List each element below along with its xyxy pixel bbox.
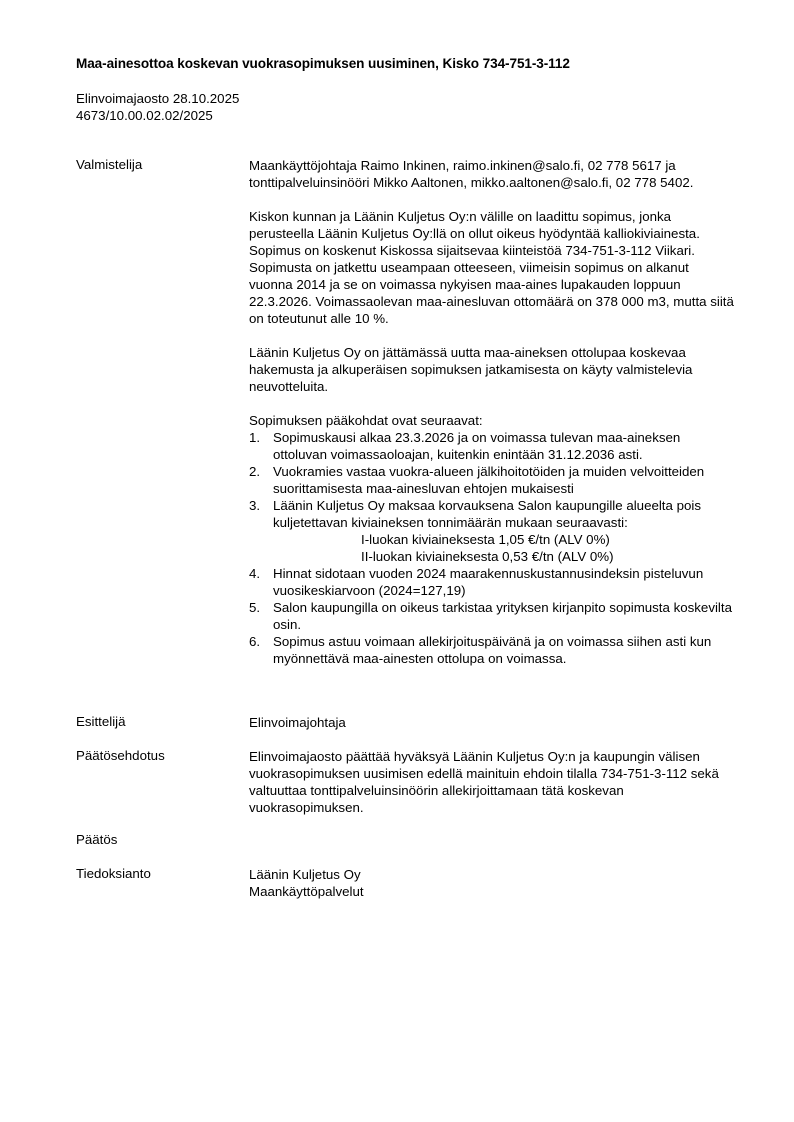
recipient: Maankäyttöpalvelut [249, 884, 364, 899]
item-number: 2. [249, 464, 261, 479]
list-item [249, 565, 736, 599]
list-item [249, 429, 736, 463]
document-meta [76, 90, 239, 124]
item-text: Vuokramies vastaa vuokra-alueen jälkihoitotöiden ja muiden velvoitteiden suorittamisesta maa-ainesluvan ehtojen mukaisesti [273, 464, 705, 496]
section-label: Päätös [76, 832, 118, 847]
item-number: 1. [249, 430, 261, 445]
list-item [249, 599, 736, 633]
document-title: Maa-ainesottoa koskevan vuokrasopimuksen uusiminen, Kisko 734-751-3-112 [76, 56, 570, 71]
item-text: Salon kaupungilla on oikeus tarkistaa yrityksen kirjanpito sopimusta koskevilta osin. [273, 600, 732, 632]
item-number: 4. [249, 566, 261, 581]
section-label: Valmistelija [76, 157, 143, 172]
recipients [249, 866, 736, 900]
terms-list [249, 429, 736, 667]
section-content [249, 157, 736, 667]
paragraph: Läänin Kuljetus Oy on jättämässä uutta maa-aineksen ottolupaa koskevaa hakemusta ja alkuperäisen sopimuksen jatkamisesta on käyty valmistelevia neuvotteluita. [249, 345, 693, 394]
list-item [249, 497, 736, 565]
meeting-info: Elinvoimajaosto 28.10.2025 [76, 91, 240, 106]
price-line: I-luokan kiviaineksesta 1,05 €/tn (ALV 0%) [361, 532, 610, 547]
list-item [249, 633, 736, 667]
item-text: Sopimus astuu voimaan allekirjoituspäivänä ja on voimassa siihen asti kun myönnettävä maa-ainesten ottolupa on voimassa. [273, 634, 712, 666]
item-number: 6. [249, 634, 261, 649]
presenter-value: Elinvoimajohtaja [249, 715, 346, 730]
section-label: Tiedoksianto [76, 866, 151, 881]
item-text: Sopimuskausi alkaa 23.3.2026 ja on voimassa tulevan maa-aineksen ottoluvan voimassaoloajan, kuitenkin enintään 31.12.2036 asti. [273, 430, 681, 462]
list-intro: Sopimuksen pääkohdat ovat seuraavat: [249, 413, 483, 428]
item-text: Läänin Kuljetus Oy maksaa korvauksena Salon kaupungille alueelta pois kuljetettavan kiviaineksen tonnimäärän mukaan seuraavasti: [273, 498, 701, 530]
paragraph: Kiskon kunnan ja Läänin Kuljetus Oy:n välille on laadittu sopimus, jonka perusteella Läänin Kuljetus Oy:llä on ollut oikeus hyödyntää kalliokiviainesta. Sopimus on koskenut Kiskossa sijaitsevaa kiinteistöä 734-751-3-112 Viikari. Sopimusta on jatkettu useampaan otteeseen, viimeisin sopimus on alkanut vuonna 2014 ja se on voimassa nykyisen maa-aines lupakauden loppuun 22.3.2026. Voimassaolevan maa-ainesluvan ottomäärä on 378 000 m3, mutta siitä on toteutunut alle 10 %. [249, 209, 734, 326]
reference-number: 4673/10.00.02.02/2025 [76, 108, 213, 123]
item-text: Hinnat sidotaan vuoden 2024 maarakennuskustannusindeksin pisteluvun vuosikeskiarvoon (2024=127,19) [273, 566, 704, 598]
price-line: II-luokan kiviaineksesta 0,53 €/tn (ALV 0%) [361, 549, 614, 564]
section-label: Päätösehdotus [76, 748, 165, 763]
item-number: 5. [249, 600, 261, 615]
item-number: 3. [249, 498, 261, 513]
proposal-text: Elinvoimajaosto päättää hyväksyä Läänin Kuljetus Oy:n ja kaupungin välisen vuokrasopimuksen uusimisen edellä mainituin ehdoin tilalla 734-751-3-112 sekä valtuuttaa tonttipalveluinsinöörin allekirjoittamaan tätä koskevan vuokrasopimuksen. [249, 749, 719, 815]
list-item [249, 463, 736, 497]
preparers-text: Maankäyttöjohtaja Raimo Inkinen, raimo.inkinen@salo.fi, 02 778 5617 ja tonttipalveluinsinööri Mikko Aaltonen, mikko.aaltonen@salo.fi, 02 778 5402. [249, 158, 694, 190]
recipient: Läänin Kuljetus Oy [249, 867, 361, 882]
section-label: Esittelijä [76, 714, 126, 729]
